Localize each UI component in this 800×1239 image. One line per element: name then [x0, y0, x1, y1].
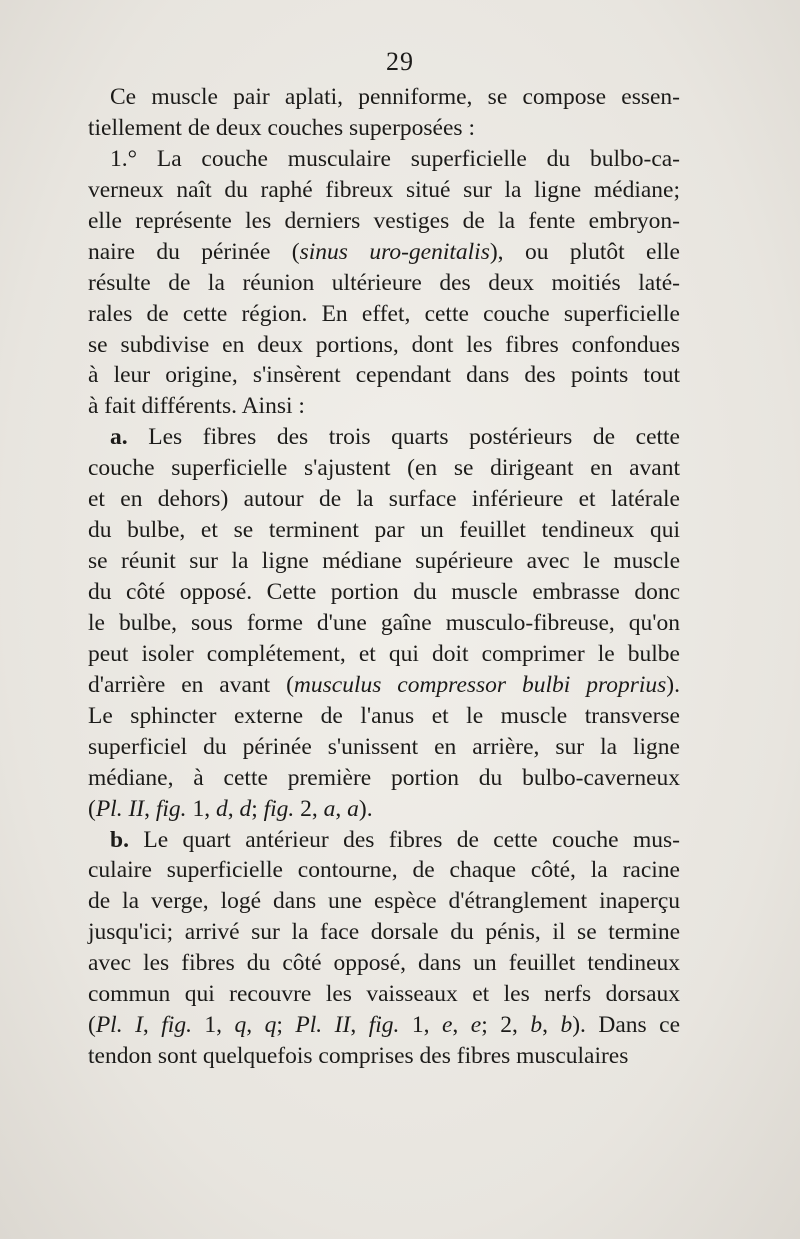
text-line — [88, 206, 680, 237]
italic-text: fig. — [263, 795, 295, 822]
text-span: , — [246, 1012, 265, 1039]
text-line — [88, 763, 680, 794]
italic-text: e — [470, 1012, 482, 1039]
italic-text: b — [530, 1012, 543, 1039]
text-span: , — [335, 795, 348, 822]
text-span: , — [144, 795, 156, 822]
text-line — [88, 701, 680, 732]
text-line — [88, 268, 680, 299]
text-line — [88, 546, 680, 577]
text-span: culaire superficielle contourne, de chaque côté, la racine — [88, 857, 680, 884]
text-span: naire du périnée ( — [88, 238, 300, 265]
text-span: , — [350, 1012, 369, 1039]
text-span: tiellement de deux couches superposées : — [88, 114, 475, 141]
italic-text: fig. — [155, 795, 187, 822]
text-line — [88, 330, 680, 361]
text-line — [88, 1041, 680, 1072]
text-span: du côté opposé. Cette portion du muscle embrasse donc — [88, 579, 680, 605]
italic-text: fig. — [368, 1012, 400, 1039]
text-line — [88, 299, 680, 330]
text-line — [88, 1010, 680, 1041]
text-span: jusqu'ici; arrivé sur la face dorsale du pénis, il se termine — [88, 919, 680, 946]
text-line — [88, 670, 680, 701]
text-span: ; — [276, 1012, 296, 1039]
italic-text: fig. — [161, 1012, 192, 1039]
text-line — [88, 484, 680, 515]
text-line — [88, 577, 680, 608]
italic-text: d — [239, 795, 252, 822]
text-span: Le sphincter externe de l'anus et le muscle transverse — [88, 702, 680, 729]
text-span: le bulbe, sous forme d'une gaîne musculo-fibreuse, qu'on — [88, 609, 680, 636]
text-span: ). Dans ce — [572, 1012, 681, 1039]
text-span: , — [142, 1012, 162, 1039]
italic-text: b — [560, 1012, 573, 1039]
italic-text: q — [234, 1012, 247, 1039]
text-line — [88, 732, 680, 763]
italic-text: a — [347, 795, 359, 822]
text-span: de la verge, logé dans une espèce d'étranglement inaperçu — [88, 888, 680, 915]
text-span: ). — [666, 671, 680, 698]
text-line — [88, 82, 680, 113]
italic-text: a — [323, 795, 336, 822]
italic-text: e — [441, 1012, 453, 1039]
text-line — [88, 855, 680, 886]
body-text — [88, 82, 680, 1072]
text-span: d'arrière en avant ( — [88, 671, 294, 698]
text-span: elle représente les derniers vestiges de la fente embryon- — [88, 207, 680, 234]
text-line — [88, 113, 680, 144]
text-span: couche superficielle s'ajustent (en se dirigeant en avant — [88, 455, 680, 482]
text-line — [88, 175, 680, 206]
text-span: 1, — [399, 1012, 442, 1039]
text-span: Les fibres des trois quarts postérieurs de cette — [127, 424, 680, 451]
text-line — [88, 422, 680, 453]
text-line — [88, 608, 680, 639]
text-span: Ce muscle pair aplati, penniforme, se compose essen- — [110, 84, 680, 110]
text-span: , — [452, 1012, 471, 1039]
text-line — [88, 886, 680, 917]
text-span: ). — [358, 795, 373, 822]
italic-text: Pl. II — [95, 795, 145, 822]
text-span: 1, — [191, 1012, 235, 1039]
text-span: ; 2, — [481, 1012, 531, 1039]
bold-marker: a. — [110, 424, 128, 451]
italic-text: Pl. II — [295, 1012, 351, 1039]
text-span: , — [542, 1012, 561, 1039]
page-number: 29 — [386, 47, 414, 76]
text-span: 1, — [186, 795, 216, 822]
text-span: rales de cette région. En effet, cette couche superficielle — [88, 300, 680, 327]
text-span: commun qui recouvre les vaisseaux et les nerfs dorsaux — [88, 981, 680, 1008]
text-line — [88, 794, 680, 825]
text-span: du bulbe, et se terminent par un feuillet tendineux qui — [88, 517, 680, 544]
text-span: à fait différents. Ainsi : — [88, 393, 305, 420]
text-span: ; — [251, 795, 264, 822]
text-line — [88, 391, 680, 422]
text-line — [88, 237, 680, 268]
text-span: médiane, à cette première portion du bulbo-caverneux — [88, 764, 680, 791]
text-span: , — [227, 795, 240, 822]
text-line — [88, 515, 680, 546]
text-span: tendon sont quelquefois comprises des fibres musculaires — [88, 1043, 629, 1070]
italic-text: Pl. I — [95, 1012, 143, 1039]
text-line — [88, 979, 680, 1010]
text-span: ( — [88, 795, 96, 822]
italic-text: d — [215, 795, 228, 822]
text-span: 1.° La couche musculaire superficielle du bulbo-ca- — [110, 145, 680, 172]
text-line — [88, 453, 680, 484]
bold-marker: b. — [110, 826, 129, 853]
text-span: peut isoler complétement, et qui doit comprimer le bulbe — [88, 640, 680, 667]
text-line — [88, 144, 680, 175]
text-span: verneux naît du raphé fibreux situé sur la ligne médiane; — [88, 176, 680, 203]
text-span: 2, — [294, 795, 324, 822]
text-line — [88, 639, 680, 670]
text-span: ), ou plutôt elle — [489, 238, 680, 265]
text-span: superficiel du périnée s'unissent en arrière, sur la ligne — [88, 733, 680, 760]
text-span: et en dehors) autour de la surface inférieure et latérale — [88, 486, 680, 513]
text-line — [88, 948, 680, 979]
italic-text: sinus uro-genitalis — [299, 238, 490, 265]
text-span: résulte de la réunion ultérieure des deux moitiés laté- — [88, 269, 680, 296]
text-span: avec les fibres du côté opposé, dans un feuillet tendineux — [88, 950, 680, 977]
text-line — [88, 825, 680, 856]
text-span: à leur origine, s'insèrent cependant dans des points tout — [88, 362, 680, 389]
text-span: se subdivise en deux portions, dont les fibres confondues — [88, 331, 680, 358]
text-span: ( — [88, 1012, 96, 1039]
italic-text: q — [264, 1012, 277, 1039]
text-span: se réunit sur la ligne médiane supérieure avec le muscle — [88, 548, 680, 575]
italic-text: musculus compressor bulbi proprius — [293, 671, 667, 698]
text-span: Le quart antérieur des fibres de cette couche mus- — [128, 826, 680, 853]
text-line — [88, 360, 680, 391]
text-line — [88, 917, 680, 948]
